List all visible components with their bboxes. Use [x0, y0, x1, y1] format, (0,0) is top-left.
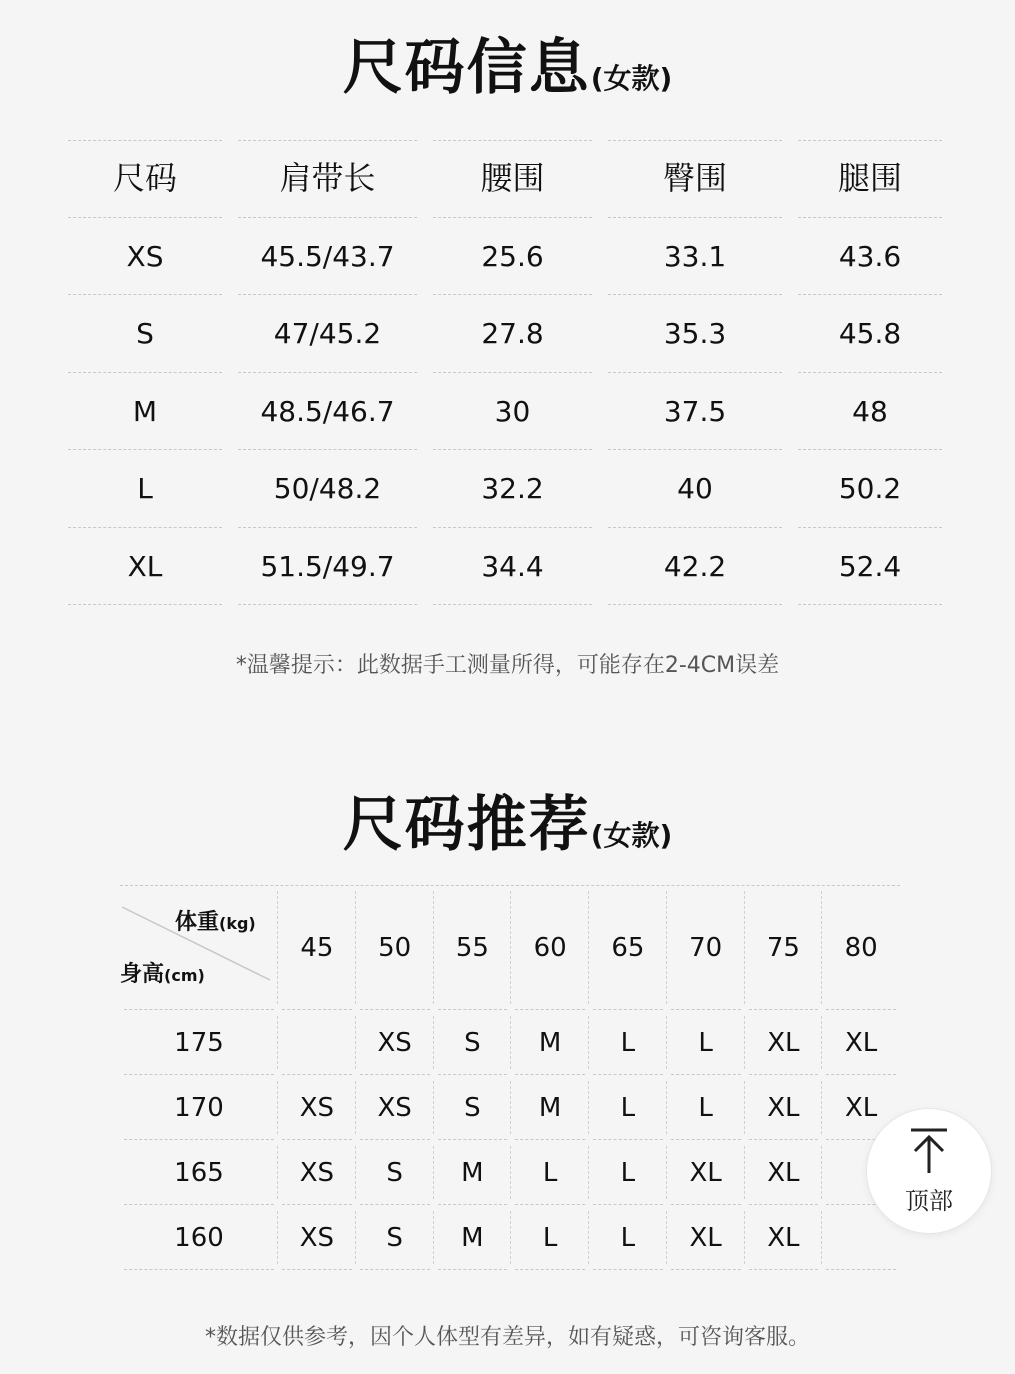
table-row	[120, 1205, 900, 1270]
table-cell: 48	[790, 373, 950, 451]
header-cell: 尺码	[60, 140, 230, 218]
size-info-title-sub: (女款)	[590, 62, 673, 95]
corner-weight-label	[175, 905, 256, 936]
weight-header-cell: 75	[745, 885, 823, 1010]
header-cell: 肩带长	[230, 140, 425, 218]
table-cell: 37.5	[600, 373, 790, 451]
table-cell: 50/48.2	[230, 450, 425, 528]
table-cell: 34.4	[425, 528, 600, 606]
size-cell: XL	[745, 1205, 823, 1270]
corner-weight-unit: (kg)	[219, 914, 256, 933]
table-cell: 35.3	[600, 295, 790, 373]
table-cell: S	[60, 295, 230, 373]
table-row	[60, 218, 950, 296]
table-cell: 33.1	[600, 218, 790, 296]
back-to-top-label: 顶部	[905, 1186, 953, 1215]
arrow-up-icon	[907, 1127, 951, 1175]
size-cell: L	[511, 1205, 589, 1270]
height-cell: 170	[120, 1075, 278, 1140]
table-row	[60, 528, 950, 606]
size-cell: XL	[745, 1075, 823, 1140]
corner-cell	[120, 885, 278, 1010]
size-cell: L	[667, 1075, 745, 1140]
table-row	[60, 450, 950, 528]
size-cell: XS	[356, 1075, 434, 1140]
corner-height-unit: (cm)	[164, 966, 205, 985]
weight-header-row	[120, 885, 900, 1010]
size-cell: XS	[356, 1010, 434, 1075]
table-cell: 45.8	[790, 295, 950, 373]
size-cell: XS	[278, 1205, 356, 1270]
size-cell: M	[511, 1075, 589, 1140]
corner-weight-text: 体重	[175, 910, 220, 935]
reference-note: *数据仅供参考，因个人体型有差异，如有疑惑，可咨询客服。	[204, 1325, 810, 1350]
header-cell: 腰围	[425, 140, 600, 218]
corner-diagonal	[120, 885, 278, 1010]
weight-header-cell: 50	[356, 885, 434, 1010]
size-recommend-title	[0, 790, 1015, 860]
size-cell	[278, 1010, 356, 1075]
table-cell: 25.6	[425, 218, 600, 296]
table-row	[120, 1075, 900, 1140]
size-cell: L	[511, 1140, 589, 1205]
size-cell: S	[434, 1010, 512, 1075]
table-cell: XS	[60, 218, 230, 296]
table-cell: 43.6	[790, 218, 950, 296]
corner-height-label	[120, 957, 205, 988]
table-cell: 52.4	[790, 528, 950, 606]
table-cell: 32.2	[425, 450, 600, 528]
height-cell: 165	[120, 1140, 278, 1205]
table-cell: 51.5/49.7	[230, 528, 425, 606]
size-cell: L	[667, 1010, 745, 1075]
size-info-table	[60, 140, 950, 605]
corner-height-text: 身高	[120, 962, 165, 987]
size-recommend-title-main: 尺码推荐	[342, 790, 591, 860]
table-cell: L	[60, 450, 230, 528]
size-recommend-title-sub: (女款)	[590, 819, 673, 852]
size-info-title-main: 尺码信息	[342, 33, 591, 103]
height-cell: 160	[120, 1205, 278, 1270]
size-cell: XL	[667, 1205, 745, 1270]
weight-header-cell: 80	[822, 885, 900, 1010]
size-cell: S	[356, 1140, 434, 1205]
table-row	[60, 373, 950, 451]
header-cell: 腿围	[790, 140, 950, 218]
table-cell: 48.5/46.7	[230, 373, 425, 451]
table-cell: 50.2	[790, 450, 950, 528]
size-cell: L	[589, 1205, 667, 1270]
weight-header-cell: 60	[511, 885, 589, 1010]
size-cell: M	[434, 1205, 512, 1270]
size-cell: S	[434, 1075, 512, 1140]
size-info-title	[0, 33, 1015, 103]
size-cell: S	[356, 1205, 434, 1270]
table-row	[120, 1140, 900, 1205]
table-cell: 45.5/43.7	[230, 218, 425, 296]
size-info-header-row	[60, 140, 950, 218]
size-cell: M	[434, 1140, 512, 1205]
table-cell: 27.8	[425, 295, 600, 373]
size-cell: M	[511, 1010, 589, 1075]
size-cell: L	[589, 1140, 667, 1205]
size-cell: XL	[822, 1010, 900, 1075]
table-cell: M	[60, 373, 230, 451]
weight-header-cell: 70	[667, 885, 745, 1010]
table-cell: 47/45.2	[230, 295, 425, 373]
size-cell: XS	[278, 1075, 356, 1140]
weight-header-cell: 45	[278, 885, 356, 1010]
size-cell: XS	[278, 1140, 356, 1205]
table-row	[60, 295, 950, 373]
table-row	[120, 1010, 900, 1075]
size-cell: XL	[822, 1075, 900, 1140]
table-cell: 40	[600, 450, 790, 528]
weight-header-cell: 55	[434, 885, 512, 1010]
header-cell: 臀围	[600, 140, 790, 218]
size-cell: L	[589, 1010, 667, 1075]
size-cell: XL	[745, 1010, 823, 1075]
size-cell: XL	[667, 1140, 745, 1205]
table-cell: XL	[60, 528, 230, 606]
back-to-top-button[interactable]	[866, 1108, 992, 1234]
size-cell: XL	[745, 1140, 823, 1205]
measurement-note: *温馨提示：此数据手工测量所得，可能存在2-4CM误差	[235, 653, 780, 678]
table-cell: 30	[425, 373, 600, 451]
size-recommend-table	[120, 885, 900, 1270]
size-cell: L	[589, 1075, 667, 1140]
table-cell: 42.2	[600, 528, 790, 606]
weight-header-cell: 65	[589, 885, 667, 1010]
height-cell: 175	[120, 1010, 278, 1075]
